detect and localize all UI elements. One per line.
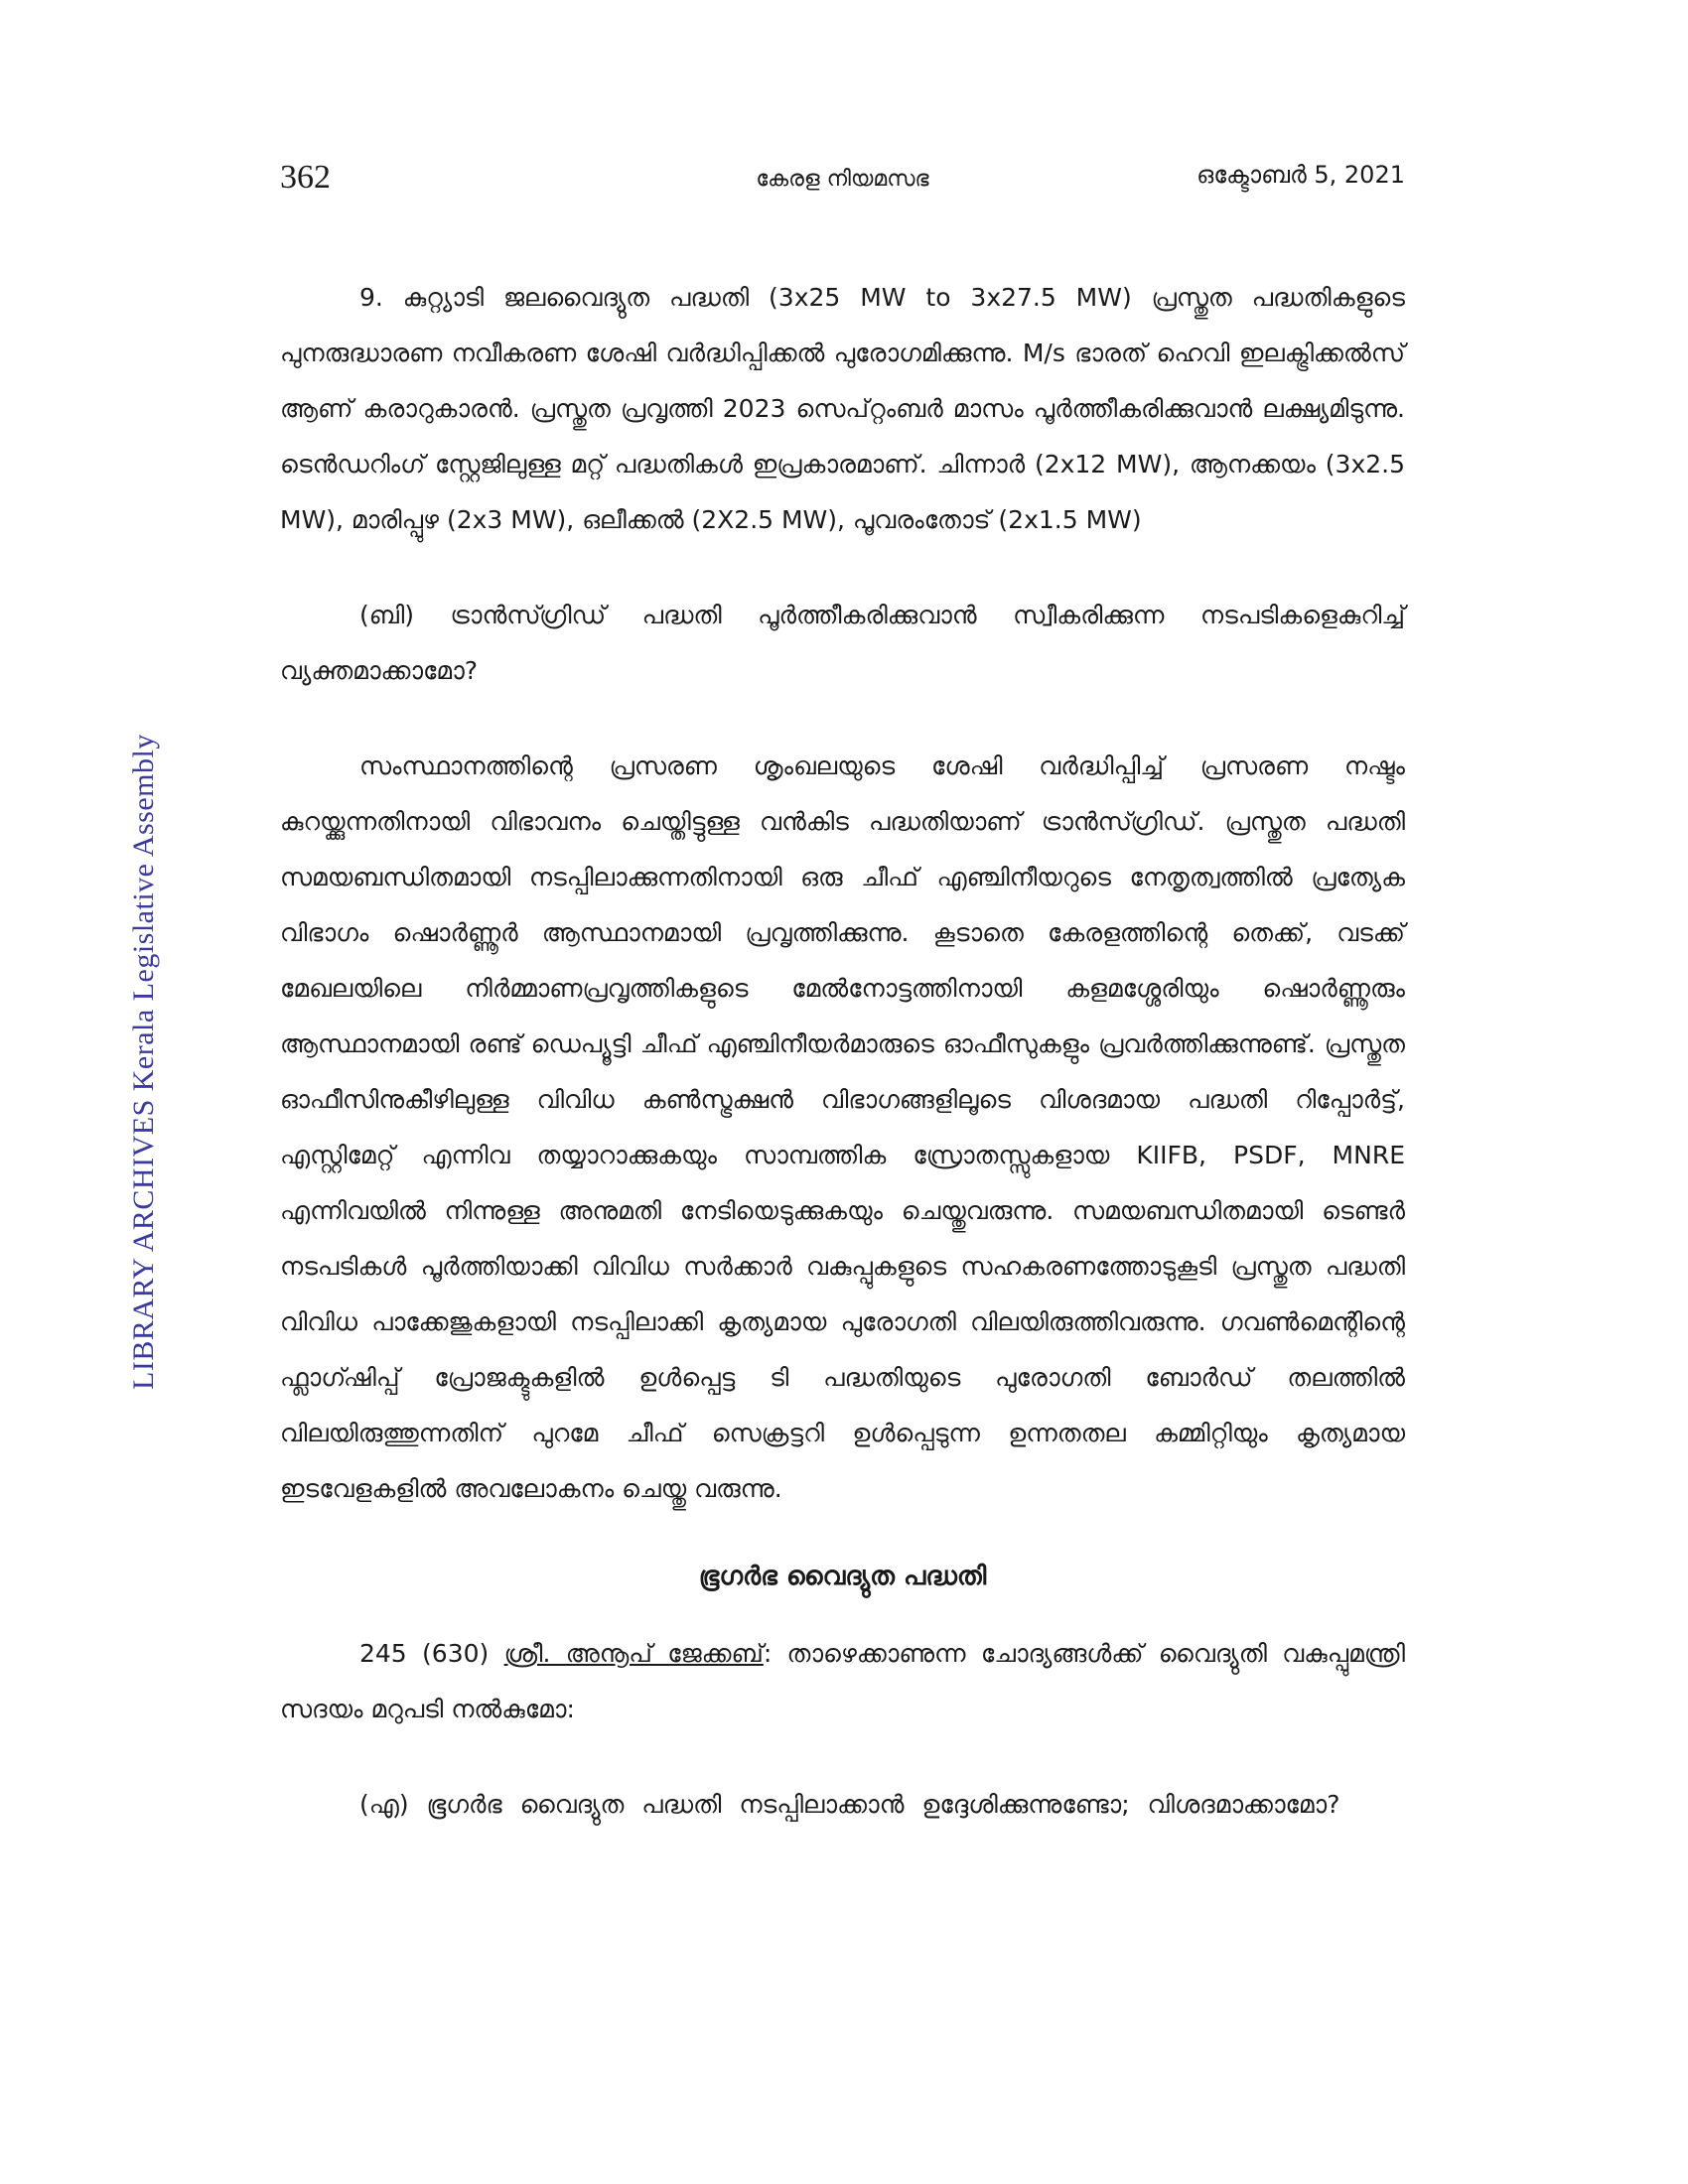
answer-paragraph-transgrid: സംസ്ഥാനത്തിന്റെ പ്രസരണ ശൃംഖലയുടെ ശേഷി വർദ്ധിപ്പിച്ച് പ്രസരണ നഷ്ടം കുറയ്ക്കുന്നതിനായി വിഭാവനം ചെയ്തിട്ടുള്ള വൻകിട പദ്ധതിയാണ് ട്രാൻസ്ഗ്രിഡ്. പ്രസ്തുത പദ്ധതി സമയബന്ധിതമായി നടപ്പിലാക്കുന്നതിനായി ഒരു ചീഫ് എഞ്ചിനീയറുടെ നേതൃത്വത്തിൽ പ്രത്യേക വിഭാഗം ഷൊർണ്ണൂർ ആസ്ഥാനമായി പ്രവൃത്തിക്കുന്നു. കൂടാതെ കേരളത്തിന്റെ തെക്ക്, വടക്ക് മേഖലയിലെ നിർമ്മാണപ്രവൃത്തികളുടെ മേൽനോട്ടത്തിനായി കളമശ്ശേരിയും ഷൊർണ്ണൂരും ആസ്ഥാനമായി രണ്ട് ഡെപ്യൂട്ടി ചീഫ് എഞ്ചിനീയർമാരുടെ ഓഫീസുകളും പ്രവർത്തിക്കുന്നുണ്ട്. പ്രസ്തുത ഓഫീസിനുകീഴിലുള്ള വിവിധ കൺസ്ട്രക്ഷൻ വിഭാഗങ്ങളിലൂടെ വിശദമായ പദ്ധതി റിപ്പോർട്ട്, എസ്റ്റിമേറ്റ് എന്നിവ തയ്യാറാക്കുകയും സാമ്പത്തിക സ്രോതസ്സുകളായ KIIFB, PSDF, MNRE എന്നിവയിൽ നിന്നുള്ള അനുമതി നേടിയെടുക്കുകയും ചെയ്തുവരുന്നു. സമയബന്ധിതമായി ടെണ്ടർ നടപടികൾ പൂർത്തിയാക്കി വിവിധ സർക്കാർ വകുപ്പുകളുടെ സഹകരണത്തോടുകൂടി പ്രസ്തുത പദ്ധതി വിവിധ പാക്കേജുകളായി നടപ്പിലാക്കി കൃത്യമായ പുരോഗതി വിലയിരുത്തിവരുന്നു. ഗവൺമെന്റിന്റെ ഫ്ലാഗ്ഷിപ്പ് പ്രോജക്ടുകളിൽ ഉൾപ്പെട്ട ടി പദ്ധതിയുടെ പുരോഗതി ബോർഡ് തലത്തിൽ വിലയിരുത്തുന്നതിന് പുറമേ ചീഫ് സെക്രട്ടറി ഉൾപ്പെടുന്ന ഉന്നതതല കമ്മിറ്റിയും കൃത്യമായ ഇടവേളകളിൽ അവലോകനം ചെയ്തു വരുന്നു. [280, 751, 1405, 1503]
question-number: 245 (630) [359, 1639, 504, 1668]
library-archives-stamp: LIBRARY ARCHIVES Kerala Legislative Assembly [127, 734, 160, 1390]
question-a-underground: (എ) ഭൂഗർഭ വൈദ്യുത പദ്ധതി നടപ്പിലാക്കാൻ ഉദ്ദേശിക്കുന്നുണ്ടോ; വിശദമാക്കാമോ? [359, 1790, 1340, 1819]
page-header [280, 159, 1405, 199]
section-heading: ഭൂഗർഭ വൈദ്യുത പദ്ധതി [698, 1562, 987, 1591]
member-name: ശ്രീ. അനൂപ് ജേക്കബ് [503, 1639, 764, 1668]
header-date: ഒക്ടോബർ 5, 2021 [1196, 161, 1405, 189]
running-title: കേരള നിയമസഭ [756, 167, 929, 192]
page-number: 362 [280, 159, 331, 196]
question-245-intro [280, 1626, 1405, 1737]
question-245-text: : താഴെക്കാണുന്ന ചോദ്യങ്ങൾക്ക് വൈദ്യുതി വകുപ്പുമന്ത്രി സദയം മറുപടി നൽകുമോ: [280, 1639, 1405, 1723]
answer-paragraph-kuttiyadi: 9. കുറ്റ്യാടി ജലവൈദ്യുത പദ്ധതി (3x25 MW to 3x27.5 MW) പ്രസ്തുത പദ്ധതികളുടെ പുനരുദ്ധാരണ നവീകരണ ശേഷി വർദ്ധിപ്പിക്കൽ പുരോഗമിക്കുന്നു. M/s ഭാരത് ഹെവി ഇലക്ട്രിക്കൽസ് ആണ് കരാറുകാരൻ. പ്രസ്തുത പ്രവൃത്തി 2023 സെപ്റ്റംബർ മാസം പൂർത്തീകരിക്കുവാൻ ലക്ഷ്യമിടുന്നു. ടെൻഡറിംഗ് സ്റ്റേജിലുള്ള മറ്റ് പദ്ധതികൾ ഇപ്രകാരമാണ്. ചിന്നാർ (2x12 MW), ആനക്കയം (3x2.5 MW), മാരിപ്പുഴ (2x3 MW), ഒലീക്കൽ (2X2.5 MW), പൂവരംതോട് (2x1.5 MW) [280, 283, 1405, 534]
document-body [280, 270, 1405, 1872]
question-b-transgrid: (ബി) ട്രാൻസ്ഗ്രിഡ് പദ്ധതി പൂർത്തീകരിക്കുവാൻ സ്വീകരിക്കുന്ന നടപടികളെകുറിച്ച് വ്യക്തമാക്കാമോ? [280, 601, 1405, 685]
